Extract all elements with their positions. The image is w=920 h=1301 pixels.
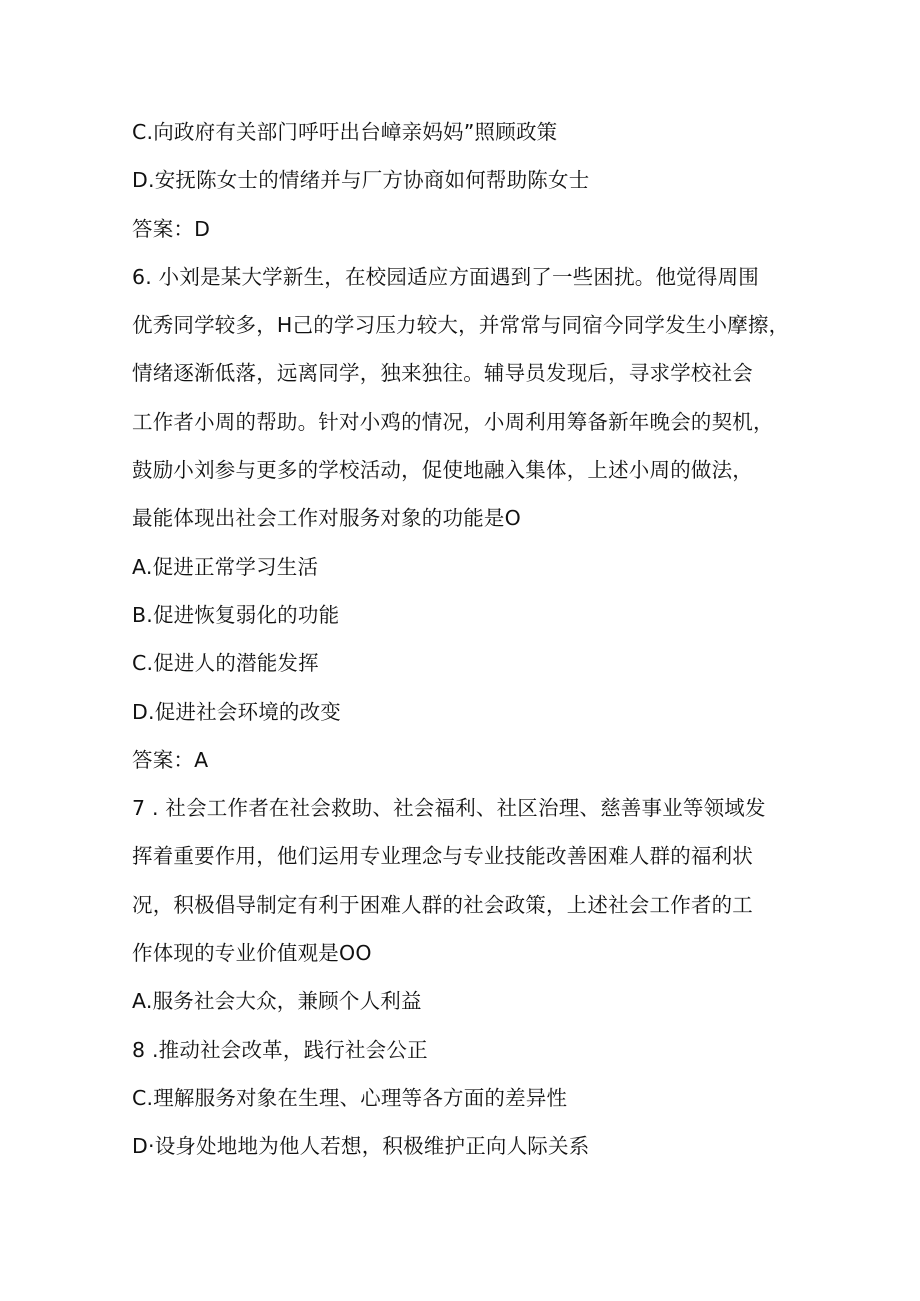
question-6-answer: 答案：A (132, 747, 209, 772)
option-d-line: D.安抚陈女士的情绪并与厂方协商如何帮助陈女士 (132, 168, 590, 193)
question-8-line: 8 .推动社会改革，践行社会公正 (132, 1037, 428, 1062)
question-6-line-1: 6. 小刘是某大学新生，在校园适应方面遇到了一些困扰。他觉得周围 (132, 264, 759, 289)
answer-line: 答案：D (132, 216, 211, 241)
question-6-option-b: B.促进恢复弱化的功能 (132, 602, 340, 627)
question-6-option-d: D.促进社会环境的改变 (132, 699, 342, 724)
question-6-line-3: 情绪逐渐低落，远离同学，独来独往。辅导员发现后，寻求学校社会 (132, 361, 753, 386)
question-7-line-3: 况，积极倡导制定有利于困难人群的社会政策，上述社会工作者的工 (132, 892, 753, 917)
document-body (132, 108, 812, 1171)
question-8-option-c: C.理解服务对象在生理、心理等各方面的差异性 (132, 1085, 568, 1110)
question-7-line-1: 7 . 社会工作者在社会救助、社会福利、社区治理、慈善事业等领域发 (132, 796, 766, 821)
question-6-line-2: 优秀同学较多，H己的学习压力较大，并常常与同宿今同学发生小摩擦， (132, 313, 790, 338)
question-6-option-c: C.促进人的潜能发挥 (132, 651, 319, 676)
question-7-option-a: A.服务社会大众，兼顾个人利益 (132, 989, 422, 1014)
question-6-line-4: 工作者小周的帮助。针对小鸡的情况，小周利用筹备新年晚会的契机， (132, 409, 774, 434)
question-8-option-d: D·设身处地地为他人若想，积极维护正向人际关系 (132, 1134, 590, 1159)
question-7-line-2: 挥着重要作用，他们运用专业理念与专业技能改善困难人群的福利状 (132, 844, 753, 869)
question-7-line-4: 作体现的专业价值观是OO (132, 941, 372, 966)
option-c-line: C.向政府有关部门呼吁出台嶂亲妈妈”照顾政策 (132, 120, 558, 144)
question-6-line-6: 最能体现出社会工作对服务对象的功能是O (132, 506, 521, 531)
question-6-option-a: A.促进正常学习生活 (132, 554, 319, 579)
question-6-line-5: 鼓励小刘参与更多的学校活动，促使地融入集体，上述小周的做法， (132, 458, 753, 483)
